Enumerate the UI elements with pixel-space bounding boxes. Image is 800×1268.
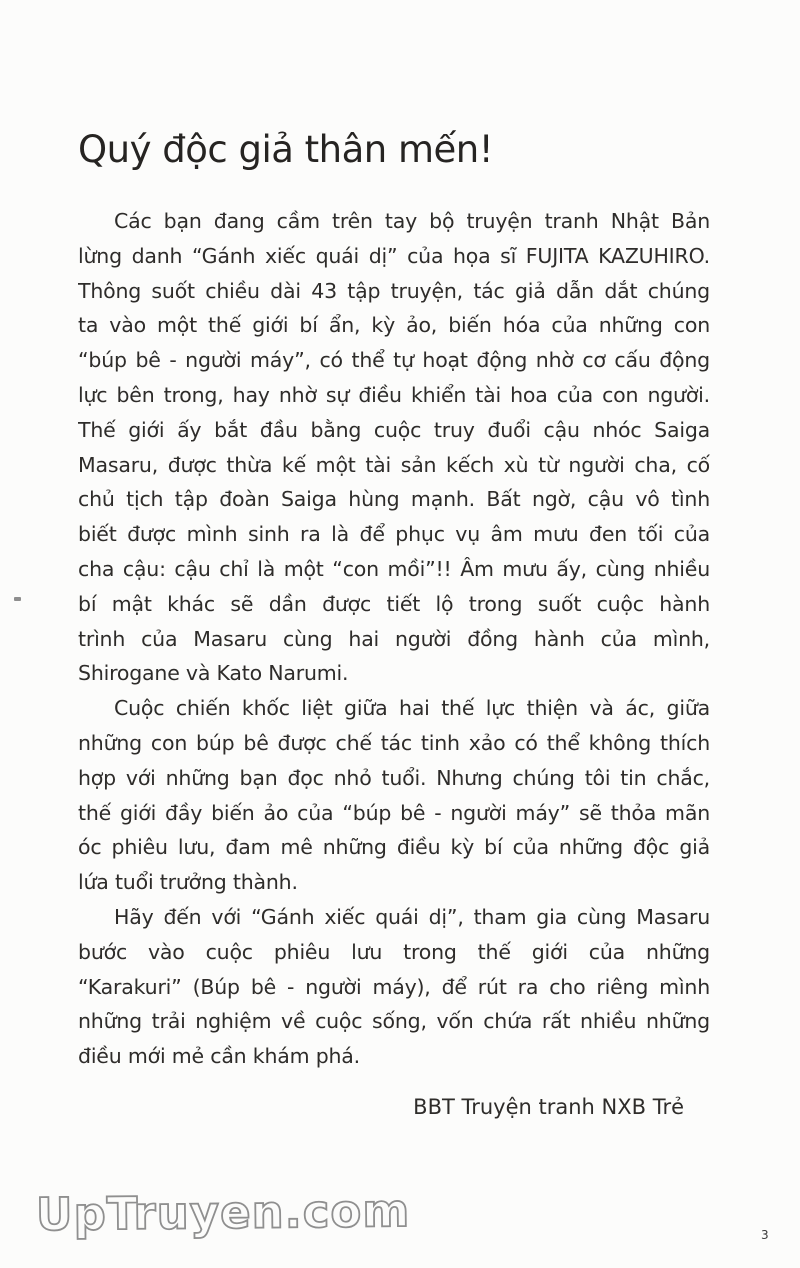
text-line: bí mật khác sẽ dần được tiết lộ trong suốt cuộc hành (78, 591, 710, 616)
signature-line: BBT Truyện tranh NXB Trẻ (413, 1095, 684, 1119)
text-line: Masaru, được thừa kế một tài sản kếch xù từ người cha, cố (78, 452, 710, 477)
text-line: Thông suốt chiều dài 43 tập truyện, tác giả dẫn dắt chúng (78, 278, 710, 303)
page-number: 3 (761, 1228, 769, 1242)
scan-artifact-speck (14, 597, 21, 601)
text-line: những trải nghiệm về cuộc sống, vốn chứa rất nhiều những (78, 1009, 710, 1034)
text-line: cha cậu: cậu chỉ là một “con mồi”!! Âm mưu ấy, cùng nhiều (78, 556, 710, 581)
text-line: lừng danh “Gánh xiếc quái dị” của họa sĩ FUJITA KAZUHIRO. (78, 243, 710, 268)
text-line: bước vào cuộc phiêu lưu trong thế giới của những (78, 939, 710, 964)
paragraph (78, 204, 710, 691)
paragraph (78, 900, 710, 1074)
watermark-text: UpTruyen.com (35, 1184, 411, 1241)
text-line: lực bên trong, hay nhờ sự điều khiển tài hoa của con người. (78, 382, 710, 407)
text-line: điều mới mẻ cần khám phá. (78, 1044, 360, 1069)
text-line: óc phiêu lưu, đam mê những điều kỳ bí của những độc giả (78, 835, 710, 860)
text-line: Hãy đến với “Gánh xiếc quái dị”, tham gia cùng Masaru (114, 904, 710, 929)
text-line: hợp với những bạn đọc nhỏ tuổi. Nhưng chúng tôi tin chắc, (78, 765, 710, 790)
paragraph (78, 691, 710, 900)
text-line: trình của Masaru cùng hai người đồng hành của mình, (78, 626, 710, 651)
text-line: Shirogane và Kato Narumi. (78, 661, 349, 686)
text-line: thế giới đầy biến ảo của “búp bê - người máy” sẽ thỏa mãn (78, 800, 710, 825)
page-title: Quý độc giả thân mến! (78, 128, 494, 171)
text-line: Thế giới ấy bắt đầu bằng cuộc truy đuổi cậu nhóc Saiga (78, 417, 710, 442)
letter-body (78, 204, 710, 1074)
text-line: “Karakuri” (Búp bê - người máy), để rút ra cho riêng mình (78, 974, 710, 999)
text-line: biết được mình sinh ra là để phục vụ âm mưu đen tối của (78, 522, 710, 547)
text-line: chủ tịch tập đoàn Saiga hùng mạnh. Bất ngờ, cậu vô tình (78, 487, 710, 512)
text-line: lứa tuổi trưởng thành. (78, 870, 298, 895)
text-line: Cuộc chiến khốc liệt giữa hai thế lực thiện và ác, giữa (114, 696, 710, 721)
text-line: ta vào một thế giới bí ẩn, kỳ ảo, biến hóa của những con (78, 313, 710, 338)
text-line: những con búp bê được chế tác tinh xảo có thể không thích (78, 730, 710, 755)
text-line: “búp bê - người máy”, có thể tự hoạt động nhờ cơ cấu động (78, 348, 710, 373)
text-line: Các bạn đang cầm trên tay bộ truyện tranh Nhật Bản (114, 209, 710, 233)
